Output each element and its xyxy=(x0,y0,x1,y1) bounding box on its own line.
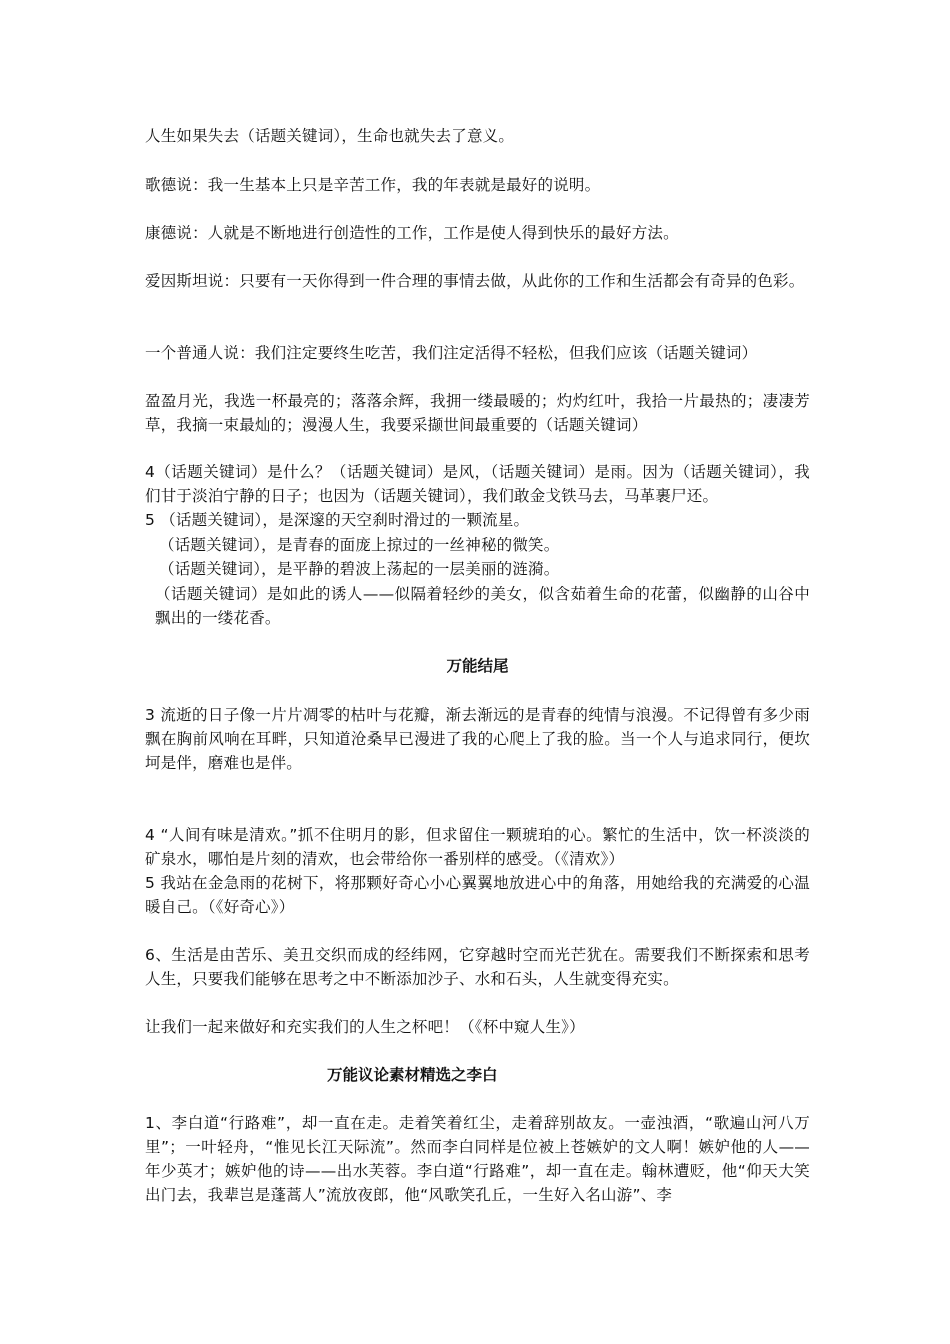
paragraph: 6、生活是由苦乐、美丑交织而成的经纬网，它穿越时空而光芒犹在。需要我们不断探索和思考人生，只要我们能够在思考之中不断添加沙子、水和石头，人生就变得充实。 xyxy=(145,946,810,988)
paragraph: 让我们一起来做好和充实我们的人生之杯吧！（《杯中窥人生》） xyxy=(145,1018,585,1036)
paragraph: （话题关键词），是青春的面庞上掠过的一丝神秘的微笑。 xyxy=(159,536,560,554)
paragraph: 歌德说：我一生基本上只是辛苦工作，我的年表就是最好的说明。 xyxy=(145,176,601,194)
paragraph: 康德说：人就是不断地进行创造性的工作，工作是使人得到快乐的最好方法。 xyxy=(145,224,679,242)
paragraph: 5 我站在金急雨的花树下，将那颗好奇心小心翼翼地放进心中的角落，用她给我的充满爱的心温暖自己。（《好奇心》） xyxy=(145,874,810,916)
paragraph: 盈盈月光，我选一杯最亮的；落落余辉，我拥一缕最暖的；灼灼红叶，我拾一片最热的；凄凄芳草，我摘一束最灿的；漫漫人生，我要采撷世间最重要的（话题关键词） xyxy=(145,392,810,434)
paragraph: 4 “人间有味是清欢。”抓不住明月的影，但求留住一颗琥珀的心。繁忙的生活中，饮一杯淡淡的矿泉水，哪怕是片刻的清欢，也会带给你一番别样的感受。（《清欢》） xyxy=(145,826,810,868)
section-heading: 万能结尾 xyxy=(446,657,509,675)
paragraph: 4（话题关键词）是什么？（话题关键词）是风，（话题关键词）是雨。因为（话题关键词），我们甘于淡泊宁静的日子；也因为（话题关键词），我们敢金戈铁马去，马革裹尸还。 xyxy=(145,463,810,505)
paragraph: 1、李白道“行路难”，却一直在走。走着笑着红尘，走着辞别故友。一壶浊酒，“歌遍山河八万里”；一叶轻舟，“惟见长江天际流”。然而李白同样是位被上苍嫉妒的文人啊！嫉妒他的人——年少英才；嫉妒他的诗——出水芙蓉。李白道“行路难”，却一直在走。翰林遭贬，他“仰天大笑出门去，我辈岂是蓬蒿人”流放夜郎，他“风歌笑孔丘，一生好入名山游”、李 xyxy=(145,1114,810,1204)
paragraph: （话题关键词），是平静的碧波上荡起的一层美丽的涟漪。 xyxy=(159,560,560,578)
paragraph: 3 流逝的日子像一片片凋零的枯叶与花瓣，渐去渐远的是青春的纯情与浪漫。不记得曾有多少雨飘在胸前风响在耳畔，只知道沧桑早已漫进了我的心爬上了我的脸。当一个人与追求同行，便坎坷是伴，磨难也是伴。 xyxy=(145,706,810,772)
section-heading: 万能议论素材精选之李白 xyxy=(327,1066,498,1084)
paragraph: 爱因斯坦说：只要有一天你得到一件合理的事情去做，从此你的工作和生活都会有奇异的色彩。 xyxy=(145,272,805,290)
paragraph: 一个普通人说：我们注定要终生吃苦，我们注定活得不轻松，但我们应该（话题关键词） xyxy=(145,344,758,362)
paragraph: （话题关键词）是如此的诱人——似隔着轻纱的美女，似含茹着生命的花蕾，似幽静的山谷中飘出的一缕花香。 xyxy=(155,585,810,627)
paragraph: 人生如果失去（话题关键词），生命也就失去了意义。 xyxy=(145,127,515,145)
paragraph: 5 （话题关键词），是深邃的天空刹时滑过的一颗流星。 xyxy=(145,511,530,529)
